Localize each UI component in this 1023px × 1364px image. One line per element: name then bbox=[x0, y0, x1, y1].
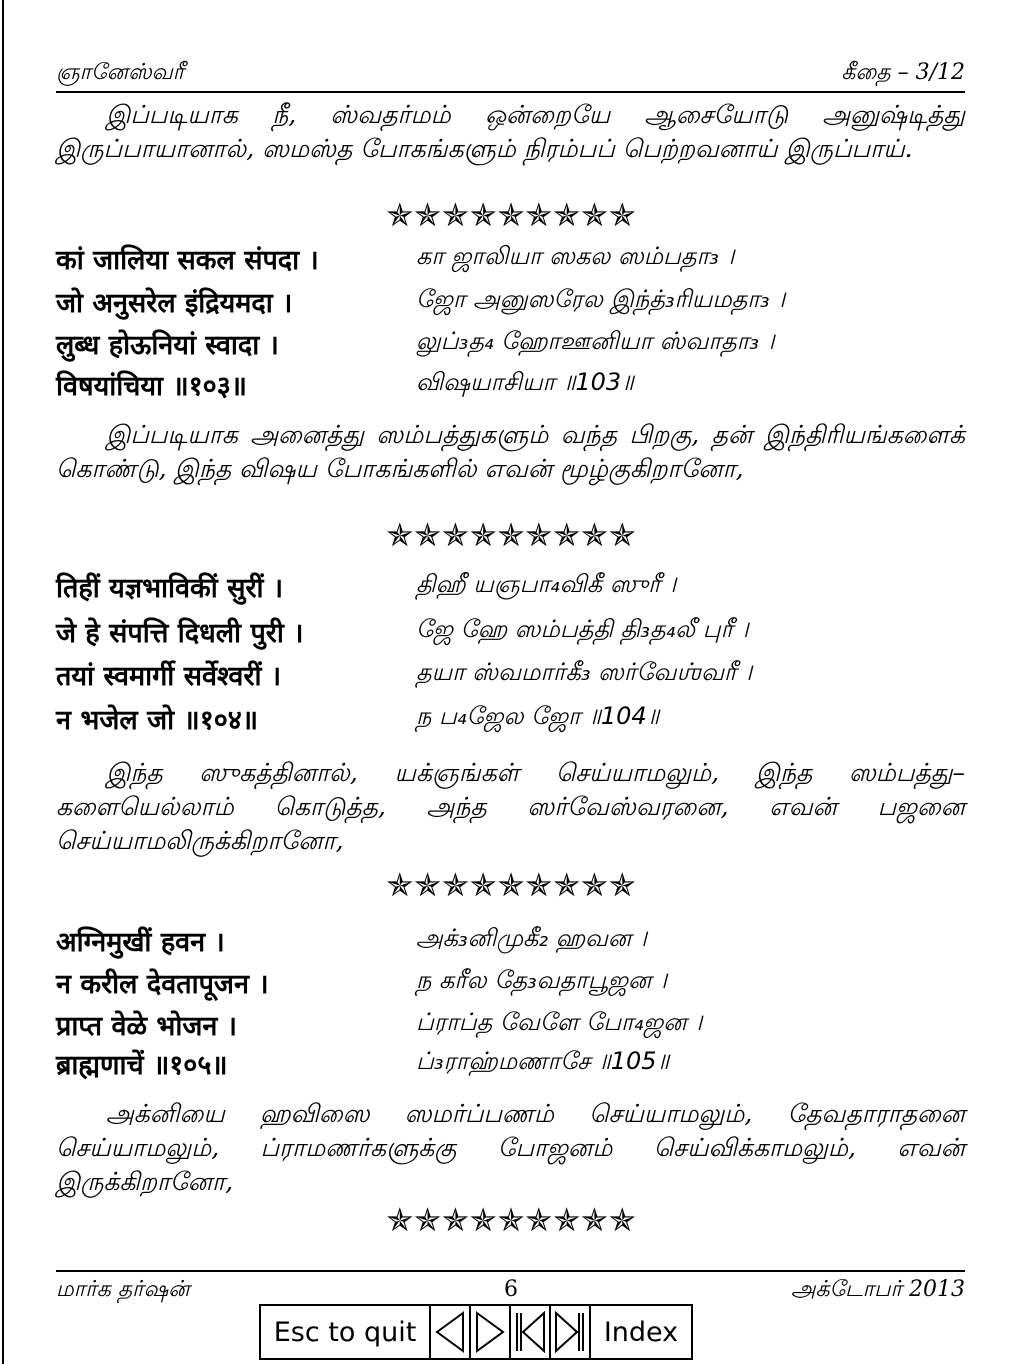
skip-last-icon bbox=[553, 1310, 587, 1354]
verse-line bbox=[56, 700, 965, 736]
tamil-transliteration: தயா ஸ்வமார்கீ₃ ஸர்வேஶ்வரீ । bbox=[416, 658, 752, 686]
triangle-left-icon bbox=[433, 1310, 467, 1354]
commentary-paragraph-1: இப்படியாக நீ, ஸ்வதர்மம் ஒன்றையே ஆசையோடு அனுஷ்டித்து இருப்பாயானால், ஸமஸ்த போகங்களும் நிரம்பப் பெற்றவனாய் இருப்பாய். bbox=[56, 100, 965, 163]
verse-line bbox=[56, 613, 965, 649]
verse-line bbox=[56, 1006, 965, 1042]
verse-line bbox=[56, 964, 965, 1000]
tamil-transliteration: அக்₃னிமுகீ₂ ஹவன । bbox=[416, 924, 647, 952]
tamil-transliteration: திஹீ யஞபா₄விகீ ஸுரீ । bbox=[416, 570, 677, 598]
devanagari-verse: न करील देवतापूजन । bbox=[56, 969, 269, 1000]
tamil-transliteration: ப்ராப்த வேளே போ₄ஜன । bbox=[416, 1008, 703, 1036]
navigation-bar bbox=[259, 1304, 691, 1360]
triangle-right-icon bbox=[473, 1310, 507, 1354]
tamil-transliteration: லுப்₃த₄ ஹோஊனியா ஸ்வாதா₃ । bbox=[416, 327, 775, 355]
devanagari-verse: प्राप्त वेळे भोजन । bbox=[56, 1011, 238, 1042]
verse-line bbox=[56, 656, 965, 692]
tamil-transliteration: விஷயாசியா ॥103॥ bbox=[416, 368, 634, 396]
header-chapter: கீதை – 3/12 bbox=[841, 60, 965, 85]
star-divider-1: ✯✯✯✯✯✯✯✯✯ bbox=[386, 196, 637, 234]
header-rule bbox=[56, 91, 965, 93]
commentary-paragraph-2: இப்படியாக அனைத்து ஸம்பத்துகளும் வந்த பிறகு, தன் இந்திரியங்களைக் கொண்டு, இந்த விஷய போகங்களில் எவன் மூழ்குகிறானோ, bbox=[56, 420, 965, 483]
page-header bbox=[56, 60, 965, 90]
index-button[interactable]: Index bbox=[589, 1304, 693, 1360]
footer-rule bbox=[56, 1270, 965, 1272]
devanagari-verse: अग्निमुखीं हवन । bbox=[56, 927, 225, 958]
first-page-button[interactable] bbox=[509, 1304, 551, 1360]
next-page-button[interactable] bbox=[469, 1304, 511, 1360]
devanagari-verse: न भजेल जो ॥१०४॥ bbox=[56, 705, 258, 736]
tamil-transliteration: ந கரீல தே₃வதாபூஜன । bbox=[416, 966, 667, 994]
devanagari-verse: जे हे संपत्ति दिधली पुरी । bbox=[56, 618, 304, 649]
devanagari-verse: तयां स्वमार्गी सर्वेश्वरीं । bbox=[56, 661, 282, 692]
verse-line bbox=[56, 568, 965, 604]
devanagari-verse: लुब्ध होऊनियां स्वादा । bbox=[56, 330, 279, 361]
last-page-button[interactable] bbox=[549, 1304, 591, 1360]
tamil-transliteration: ந ப₄ஜேல ஜோ ॥104॥ bbox=[416, 702, 660, 730]
skip-first-icon bbox=[513, 1310, 547, 1354]
verse-line bbox=[56, 366, 965, 402]
tamil-transliteration: ப்₃ராஹ்மணாசே ॥105॥ bbox=[416, 1047, 670, 1075]
verse-line bbox=[56, 325, 965, 361]
commentary-paragraph-3: இந்த ஸுகத்தினால், யக்ஞங்கள் செய்யாமலும், இந்த ஸம்பத்து–களையெல்லாம் கொடுத்த, அந்த ஸர்வேஸ்வரனை, எவன் பஜனை செய்யாமலிருக்கிறானோ, bbox=[56, 758, 965, 855]
commentary-paragraph-4: அக்னியை ஹவிஸை ஸமர்ப்பணம் செய்யாமலும், தேவதாராதனை செய்யாமலும், ப்ராமணர்களுக்கு போஜனம் செய்விக்காமலும், எவன் இருக்கிறானோ, bbox=[56, 1099, 965, 1196]
verse-line bbox=[56, 922, 965, 958]
footer-date: அக்டோபர் 2013 bbox=[791, 1277, 965, 1302]
devanagari-verse: ब्राह्मणाचें ॥१०५॥ bbox=[56, 1050, 228, 1081]
tamil-transliteration: ஜே ஹே ஸம்பத்தி தி₃த₄லீ புரீ । bbox=[416, 615, 749, 643]
devanagari-verse: विषयांचिया ॥१०३॥ bbox=[56, 371, 247, 402]
prev-page-button[interactable] bbox=[429, 1304, 471, 1360]
devanagari-verse: तिहीं यज्ञभाविकीं सुरीं । bbox=[56, 573, 284, 604]
tamil-transliteration: கா ஜாலியா ஸகல ஸம்பதா₃ । bbox=[416, 242, 735, 270]
devanagari-verse: कां जालिया सकल संपदा । bbox=[56, 245, 319, 276]
page-number: 6 bbox=[504, 1277, 518, 1302]
devanagari-verse: जो अनुसरेल इंद्रियमदा । bbox=[56, 288, 293, 319]
verse-line bbox=[56, 240, 965, 276]
star-divider-2: ✯✯✯✯✯✯✯✯✯ bbox=[386, 516, 637, 554]
page-footer bbox=[56, 1277, 965, 1307]
header-book-title: ஞானேஸ்வரீ bbox=[56, 60, 185, 85]
verse-line bbox=[56, 1045, 965, 1081]
footer-magazine: மார்க தர்ஷன் bbox=[56, 1277, 190, 1302]
verse-line bbox=[56, 283, 965, 319]
star-divider-4: ✯✯✯✯✯✯✯✯✯ bbox=[386, 1201, 637, 1239]
tamil-transliteration: ஜோ அனுஸரேல இந்த்₃ரியமதா₃ । bbox=[416, 285, 786, 313]
star-divider-3: ✯✯✯✯✯✯✯✯✯ bbox=[386, 866, 637, 904]
esc-quit-button[interactable]: Esc to quit bbox=[259, 1304, 431, 1360]
